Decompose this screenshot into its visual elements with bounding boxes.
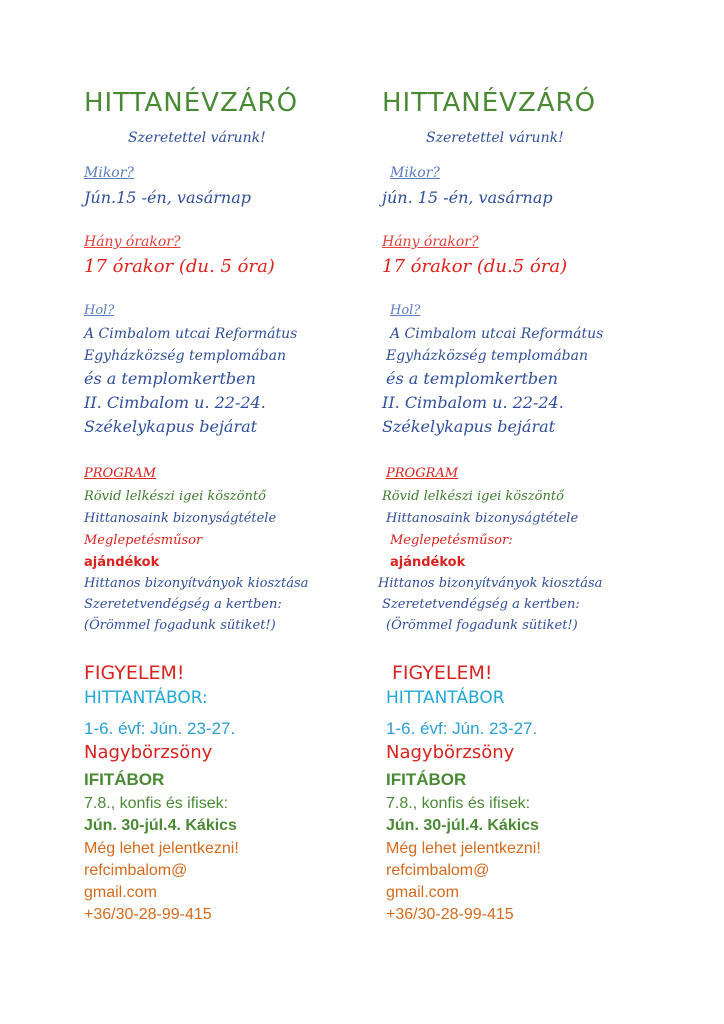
when-value: jún. 15 -én, vasárnap [382, 188, 553, 207]
program-item: ajándékok [390, 555, 466, 570]
program-item: Szeretetvendégség a kertben: [84, 597, 282, 612]
camp-line: Jún. 30-júl.4. Kákics [84, 817, 237, 834]
contact-email-part: gmail.com [84, 884, 157, 901]
flyer-subtitle: Szeretettel várunk! [128, 130, 266, 146]
program-label: PROGRAM [84, 466, 157, 481]
program-item: ajándékok [84, 555, 160, 570]
time-value: 17 órakor (du.5 óra) [382, 256, 568, 277]
when-label: Mikor? [84, 165, 134, 181]
time-label: Hány órakor? [84, 234, 181, 250]
where-line: A Cimbalom utcai Református [390, 326, 604, 342]
flyer-title: HITTANÉVZÁRÓ [84, 88, 299, 118]
contact-email-part: refcimbalom@ [386, 862, 490, 879]
camp-line: Nagybörzsöny [386, 742, 515, 763]
camp-line: 1-6. évf: Jún. 23-27. [84, 719, 236, 738]
attention-heading: FIGYELEM! [392, 662, 493, 684]
contact-phone: +36/30-28-99-415 [84, 906, 212, 923]
camp-line: 7.8., konfis és ifisek: [386, 795, 531, 812]
program-item: Rövid lelkészi igei köszöntő [84, 489, 266, 504]
program-item: Hittanosaink bizonyságtétele [84, 511, 277, 526]
program-item: Hittanos bizonyítványok kiosztása [84, 576, 309, 591]
camp-title: HITTANTÁBOR [386, 688, 505, 708]
where-line: Székelykapus bejárat [84, 417, 258, 436]
program-item: Szeretetvendégség a kertben: [382, 597, 580, 612]
where-label: Hol? [84, 303, 115, 318]
program-item: (Örömmel fogadunk sütiket!) [386, 618, 578, 633]
contact-email-part: refcimbalom@ [84, 862, 188, 879]
when-value: Jún.15 -én, vasárnap [84, 188, 251, 207]
camp-line: Még lehet jelentkezni! [386, 840, 541, 857]
camp-title: HITTANTÁBOR: [84, 688, 208, 708]
camp-line: Nagybörzsöny [84, 742, 213, 763]
flyer-title: HITTANÉVZÁRÓ [382, 88, 597, 118]
flyer-right [378, 0, 712, 1024]
program-item: (Örömmel fogadunk sütiket!) [84, 618, 276, 633]
where-line: A Cimbalom utcai Református [84, 326, 298, 342]
camp-line: Még lehet jelentkezni! [84, 840, 239, 857]
when-label: Mikor? [390, 165, 440, 181]
contact-email-part: gmail.com [386, 884, 459, 901]
where-line: Egyházközség templomában [386, 348, 589, 364]
camp-line: 1-6. évf: Jún. 23-27. [386, 719, 538, 738]
program-item: Rövid lelkészi igei köszöntő [382, 489, 564, 504]
where-line: II. Cimbalom u. 22-24. [382, 393, 564, 412]
attention-heading: FIGYELEM! [84, 662, 185, 684]
program-item: Hittanos bizonyítványok kiosztása [378, 576, 603, 591]
time-label: Hány órakor? [382, 234, 479, 250]
program-item: Hittanosaink bizonyságtétele [386, 511, 579, 526]
where-line: és a templomkertben [386, 369, 558, 388]
contact-phone: +36/30-28-99-415 [386, 906, 514, 923]
camp-line: IFITÁBOR [84, 770, 165, 789]
flyer-subtitle: Szeretettel várunk! [426, 130, 564, 146]
where-line: Egyházközség templomában [84, 348, 287, 364]
camp-line: Jún. 30-júl.4. Kákics [386, 817, 539, 834]
flyer-left [84, 0, 414, 1024]
where-line: Székelykapus bejárat [382, 417, 556, 436]
program-label: PROGRAM [386, 466, 459, 481]
time-value: 17 órakor (du. 5 óra) [84, 256, 275, 277]
where-line: és a templomkertben [84, 369, 256, 388]
program-item: Meglepetésműsor [84, 533, 203, 548]
camp-line: 7.8., konfis és ifisek: [84, 795, 229, 812]
camp-line: IFITÁBOR [386, 770, 467, 789]
where-label: Hol? [390, 303, 421, 318]
program-item: Meglepetésműsor: [390, 533, 513, 548]
where-line: II. Cimbalom u. 22-24. [84, 393, 266, 412]
